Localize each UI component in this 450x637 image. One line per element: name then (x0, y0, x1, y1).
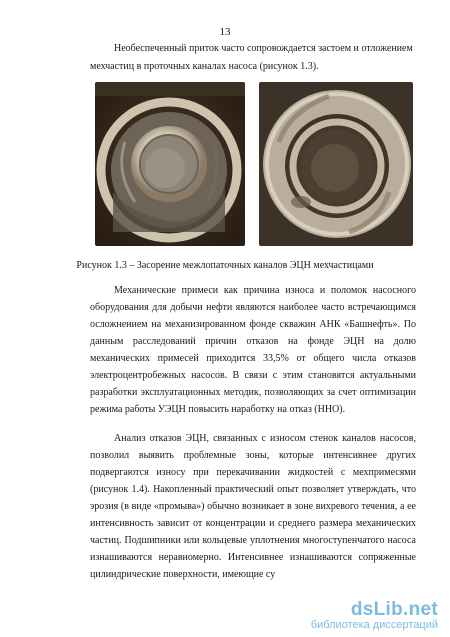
paragraph-1: Механические примеси как причина износа и поломок насосного оборудования для добычи нефти являются наиболее часто встречающимся осложнением на механизированном фонде скважин АНК «Башнефть». По данным расследований причин отказов на фонде ЭЦН на долю механических примесей приходится 33,5% от общего числа отказов электроцентробежных насосов. В связи с этим становятся актуальными разработки эксплуатационных методик, позволяющих за счет оптимизации режима работы УЭЦН повысить наработку на отказ (ННО). (90, 285, 416, 415)
intro-line-1: Необеспеченный приток часто сопровождается застоем и отложением (114, 43, 413, 54)
figure-caption: Рисунок 1.3 – Засорение межлопаточных каналов ЭЦН мехчастицами (76, 260, 374, 271)
paragraph-2: Анализ отказов ЭЦН, связанных с износом стенок каналов насосов, позволил выявить проблемные зоны, которые интенсивнее других подвергаются износу при перекачивании жидкостей с мехпримесями (рисунок 1.4). Накопленный практический опыт позволяет утверждать, что эрозия (в виде «промыва») обычно возникает в зоне вихревого течения, а ее интенсивность зависит от концентрации и среднего размера механических частиц. Подшипники или кольцевые уплотнения многоступенчатого насоса изнашиваются неравномерно. Интенсивнее изнашиваются сопряженные цилиндрические поверхности, имеющие су (90, 433, 416, 580)
watermark-logo: dsLib.net (350, 599, 438, 620)
watermark (311, 599, 438, 631)
intro-line-2: мехчастиц в проточных каналах насоса (рисунок 1.3). (90, 61, 319, 72)
clogged-impeller-photo (95, 82, 245, 246)
worn-impeller-photo (259, 82, 413, 246)
page-number: 13 (219, 26, 231, 38)
watermark-tagline: библиотека диссертаций (310, 619, 438, 631)
